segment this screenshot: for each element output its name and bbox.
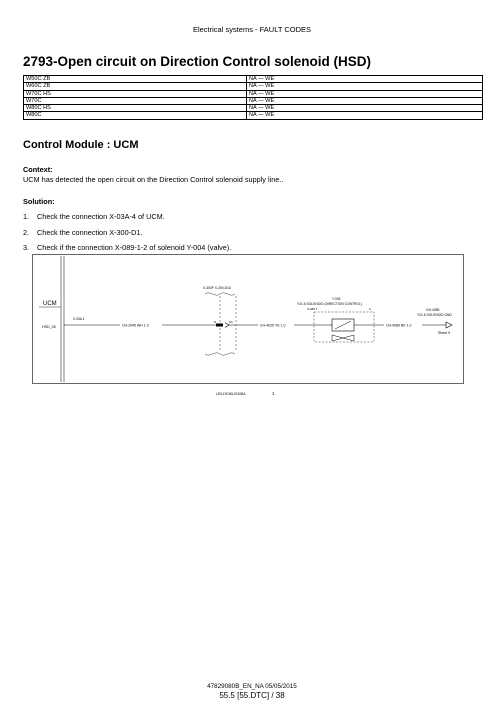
footer-page-number: 55.5 [55.DTC] / 38	[219, 691, 285, 700]
connector-male-pin	[216, 324, 223, 327]
solution-steps	[23, 212, 231, 259]
control-module-heading: Control Module : UCM	[23, 139, 139, 151]
model-cell: W80C	[24, 112, 247, 119]
region-cell: NA — WE	[247, 83, 483, 90]
ucm-label: UCM	[43, 301, 57, 307]
table-row	[24, 83, 483, 90]
footer-doc-id: 47829080B_EN_NA 05/05/2015	[207, 683, 297, 690]
table-row	[24, 112, 483, 119]
solenoid-valve-symbol	[332, 335, 354, 341]
context-text: UCM has detected the open circuit on the Direction Control solenoid supply line..	[23, 175, 284, 184]
connector-break-symbol	[205, 293, 235, 295]
table-row	[24, 97, 483, 104]
model-cell: W70C	[24, 97, 247, 104]
model-cell: W50C ZB	[24, 76, 247, 83]
ground-id: GH-4089	[426, 308, 440, 312]
figure-number: 1	[272, 391, 275, 396]
hsd-label: HSD_28	[42, 325, 56, 329]
ucm-pin-label: X-03A 4	[73, 317, 85, 321]
wire-label: CH-4089 BK 1.0	[386, 323, 412, 328]
page-footer	[0, 682, 504, 700]
solution-label: Solution:	[23, 197, 55, 206]
solenoid-id: Y-004	[332, 297, 341, 301]
region-cell: NA — WE	[247, 105, 483, 112]
model-cell: W80C HS	[24, 105, 247, 112]
table-row	[24, 105, 483, 112]
model-cell: W70C HS	[24, 90, 247, 97]
running-header: Electrical systems - FAULT CODES	[192, 25, 312, 34]
step-number: 2.	[23, 227, 30, 237]
wire-label: CH-2045 WH 1.0	[122, 323, 149, 328]
list-item	[23, 228, 231, 244]
solenoid-coil-diagonal	[335, 321, 351, 329]
model-cell: W60C ZB	[24, 83, 247, 90]
wiring-diagram	[32, 254, 464, 408]
figure-ref: LEIL19CWL0210BA	[216, 392, 246, 396]
region-cell: NA — WE	[247, 112, 483, 119]
context-label: Context:	[23, 165, 53, 174]
connector-label: X-300F X-300-D1U	[203, 286, 232, 290]
sheet-ref: Sheet 9	[438, 331, 451, 335]
region-cell: NA — WE	[247, 90, 483, 97]
wire-label: CH-4025 YE 1.0	[260, 323, 286, 328]
step-text: Check the connection X-03A-4 of UCM.	[37, 212, 165, 221]
region-cell: NA — WE	[247, 76, 483, 83]
solenoid-pin-label: X-089 1	[307, 307, 318, 311]
solenoid-pin-label: 2	[369, 307, 371, 311]
connector-pin-label: D	[214, 320, 217, 324]
step-number: 3.	[23, 243, 30, 252]
applicable-models-table	[23, 75, 483, 120]
fault-code-title: 2793-Open circuit on Direction Control solenoid (HSD)	[23, 54, 372, 69]
table-row	[24, 90, 483, 97]
step-number: 1.	[23, 212, 30, 221]
list-item	[23, 212, 231, 228]
solenoid-name: Y21.6 SOLENOID (DIRECTION CONTROL)	[297, 302, 362, 306]
region-cell: NA — WE	[247, 97, 483, 104]
table-row	[24, 76, 483, 83]
step-text: Check the connection X-300-D1.	[37, 227, 143, 237]
connector-pin-label: D1	[229, 320, 233, 324]
diagram-frame	[33, 255, 464, 384]
ground-name: Y21.6 SOLENOID GND	[417, 313, 452, 317]
off-sheet-arrow-icon	[446, 322, 452, 328]
step-text: Check if the connection X-089-1-2 of solenoid Y-004 (valve).	[37, 243, 232, 252]
connector-break-symbol	[205, 353, 235, 355]
